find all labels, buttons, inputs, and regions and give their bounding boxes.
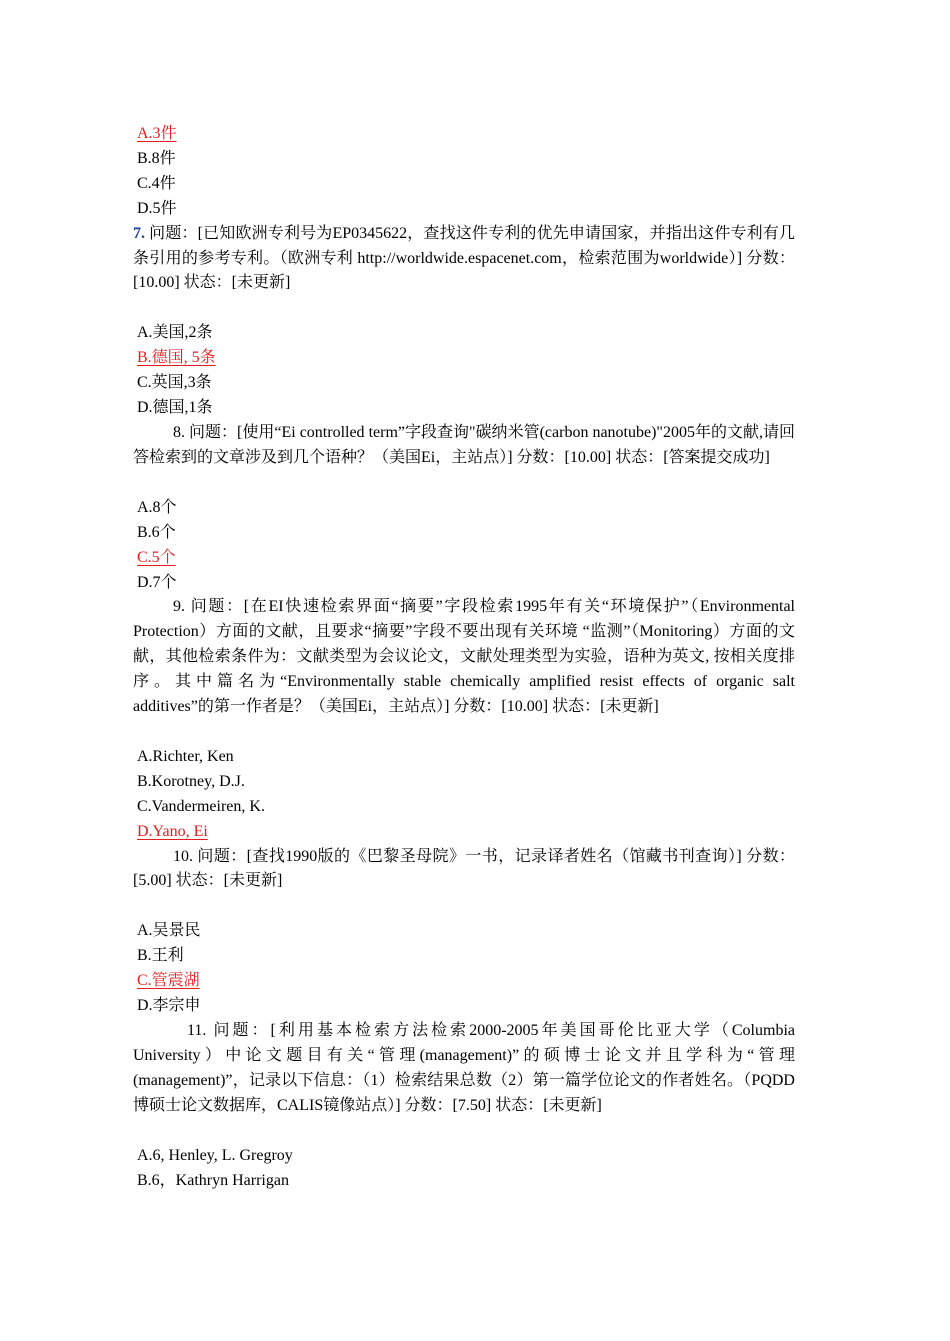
- q9-option-a: A.Richter, Ken: [137, 747, 234, 765]
- question-7: [133, 222, 795, 297]
- q9-option-b: B.Korotney, D.J.: [137, 772, 245, 790]
- q8-option-d: D.7个: [137, 573, 177, 591]
- q7-option-d: D.德国,1条: [137, 399, 213, 417]
- q6-option-a: A.3件: [137, 125, 177, 142]
- question-11: 11. 问题：[利用基本检索方法检索2000-2005年美国哥伦比亚大学（Columbia University）中论文题目有关“管理(management)”的硕博士论文并且学科为“管理(management)”，记录以下信息：（1）检索结果总数（2）第一篇学位论文的作者姓名。（PQDD博硕士论文数据库，CALIS镜像站点）] 分数：[7.50] 状态：[未更新]: [133, 1022, 795, 1114]
- q7-option-c: C.英国,3条: [137, 374, 212, 392]
- q10-option-a: A.吴景民: [137, 922, 201, 940]
- question-7-text: 问题：[已知欧洲专利号为EP0345622，查找这件专利的优先申请国家，并指出这件专利有几条引用的参考专利。（欧洲专利 http://worldwide.espacenet.com，检索范围为worldwide）] 分数：[10.00] 状态：[未更新]: [133, 224, 795, 292]
- question-8: 8. 问题：[使用“Ei controlled term”字段查询"碳纳米管(carbon nanotube)"2005年的文献,请回答检索到的文章涉及到几个语种？（美国Ei，主站点）] 分数：[10.00] 状态：[答案提交成功]: [133, 423, 795, 466]
- q11-option-b: B.6，Kathryn Harrigan: [137, 1171, 289, 1189]
- q9-option-c: C.Vandermeiren, K.: [137, 797, 265, 815]
- q6-option-c: C.4件: [137, 174, 176, 192]
- question-7-number: 7.: [133, 224, 145, 242]
- q10-option-d: D.李宗申: [137, 997, 201, 1015]
- question-10: 10. 问题：[查找1990版的《巴黎圣母院》一书，记录译者姓名（馆藏书刊查询）] 分数：[5.00] 状态：[未更新]: [133, 847, 795, 890]
- q9-option-d: D.Yano, Ei: [137, 822, 208, 840]
- q10-option-c: C.管震湖: [137, 972, 200, 990]
- q8-option-a: A.8个: [137, 498, 177, 516]
- document-page: [133, 122, 795, 1193]
- q6-option-b: B.8件: [137, 149, 176, 167]
- q6-option-d: D.5件: [137, 199, 177, 217]
- q7-option-b: B.德国, 5条: [137, 349, 216, 367]
- q11-option-a: A.6, Henley, L. Gregroy: [137, 1146, 293, 1164]
- q8-option-b: B.6个: [137, 523, 176, 541]
- q8-option-c: C.5个: [137, 548, 176, 566]
- q10-option-b: B.王利: [137, 947, 184, 965]
- q7-option-a: A.美国,2条: [137, 324, 213, 342]
- question-9: 9. 问题：[在EI快速检索界面“摘要”字段检索1995年有关“环境保护”（Environmental Protection）方面的文献，且要求“摘要”字段不要出现有关环境 “监测”（Monitoring）方面的文献，其他检索条件为：文献类型为会议论文，文献处理类型为实验，语种为英文, 按相关度排序。其中篇名为“Environmentally stable chemically amplified resist effects of organic salt additives”的第一作者是？（美国Ei，主站点）] 分数：[10.00] 状态：[未更新]: [133, 598, 795, 716]
